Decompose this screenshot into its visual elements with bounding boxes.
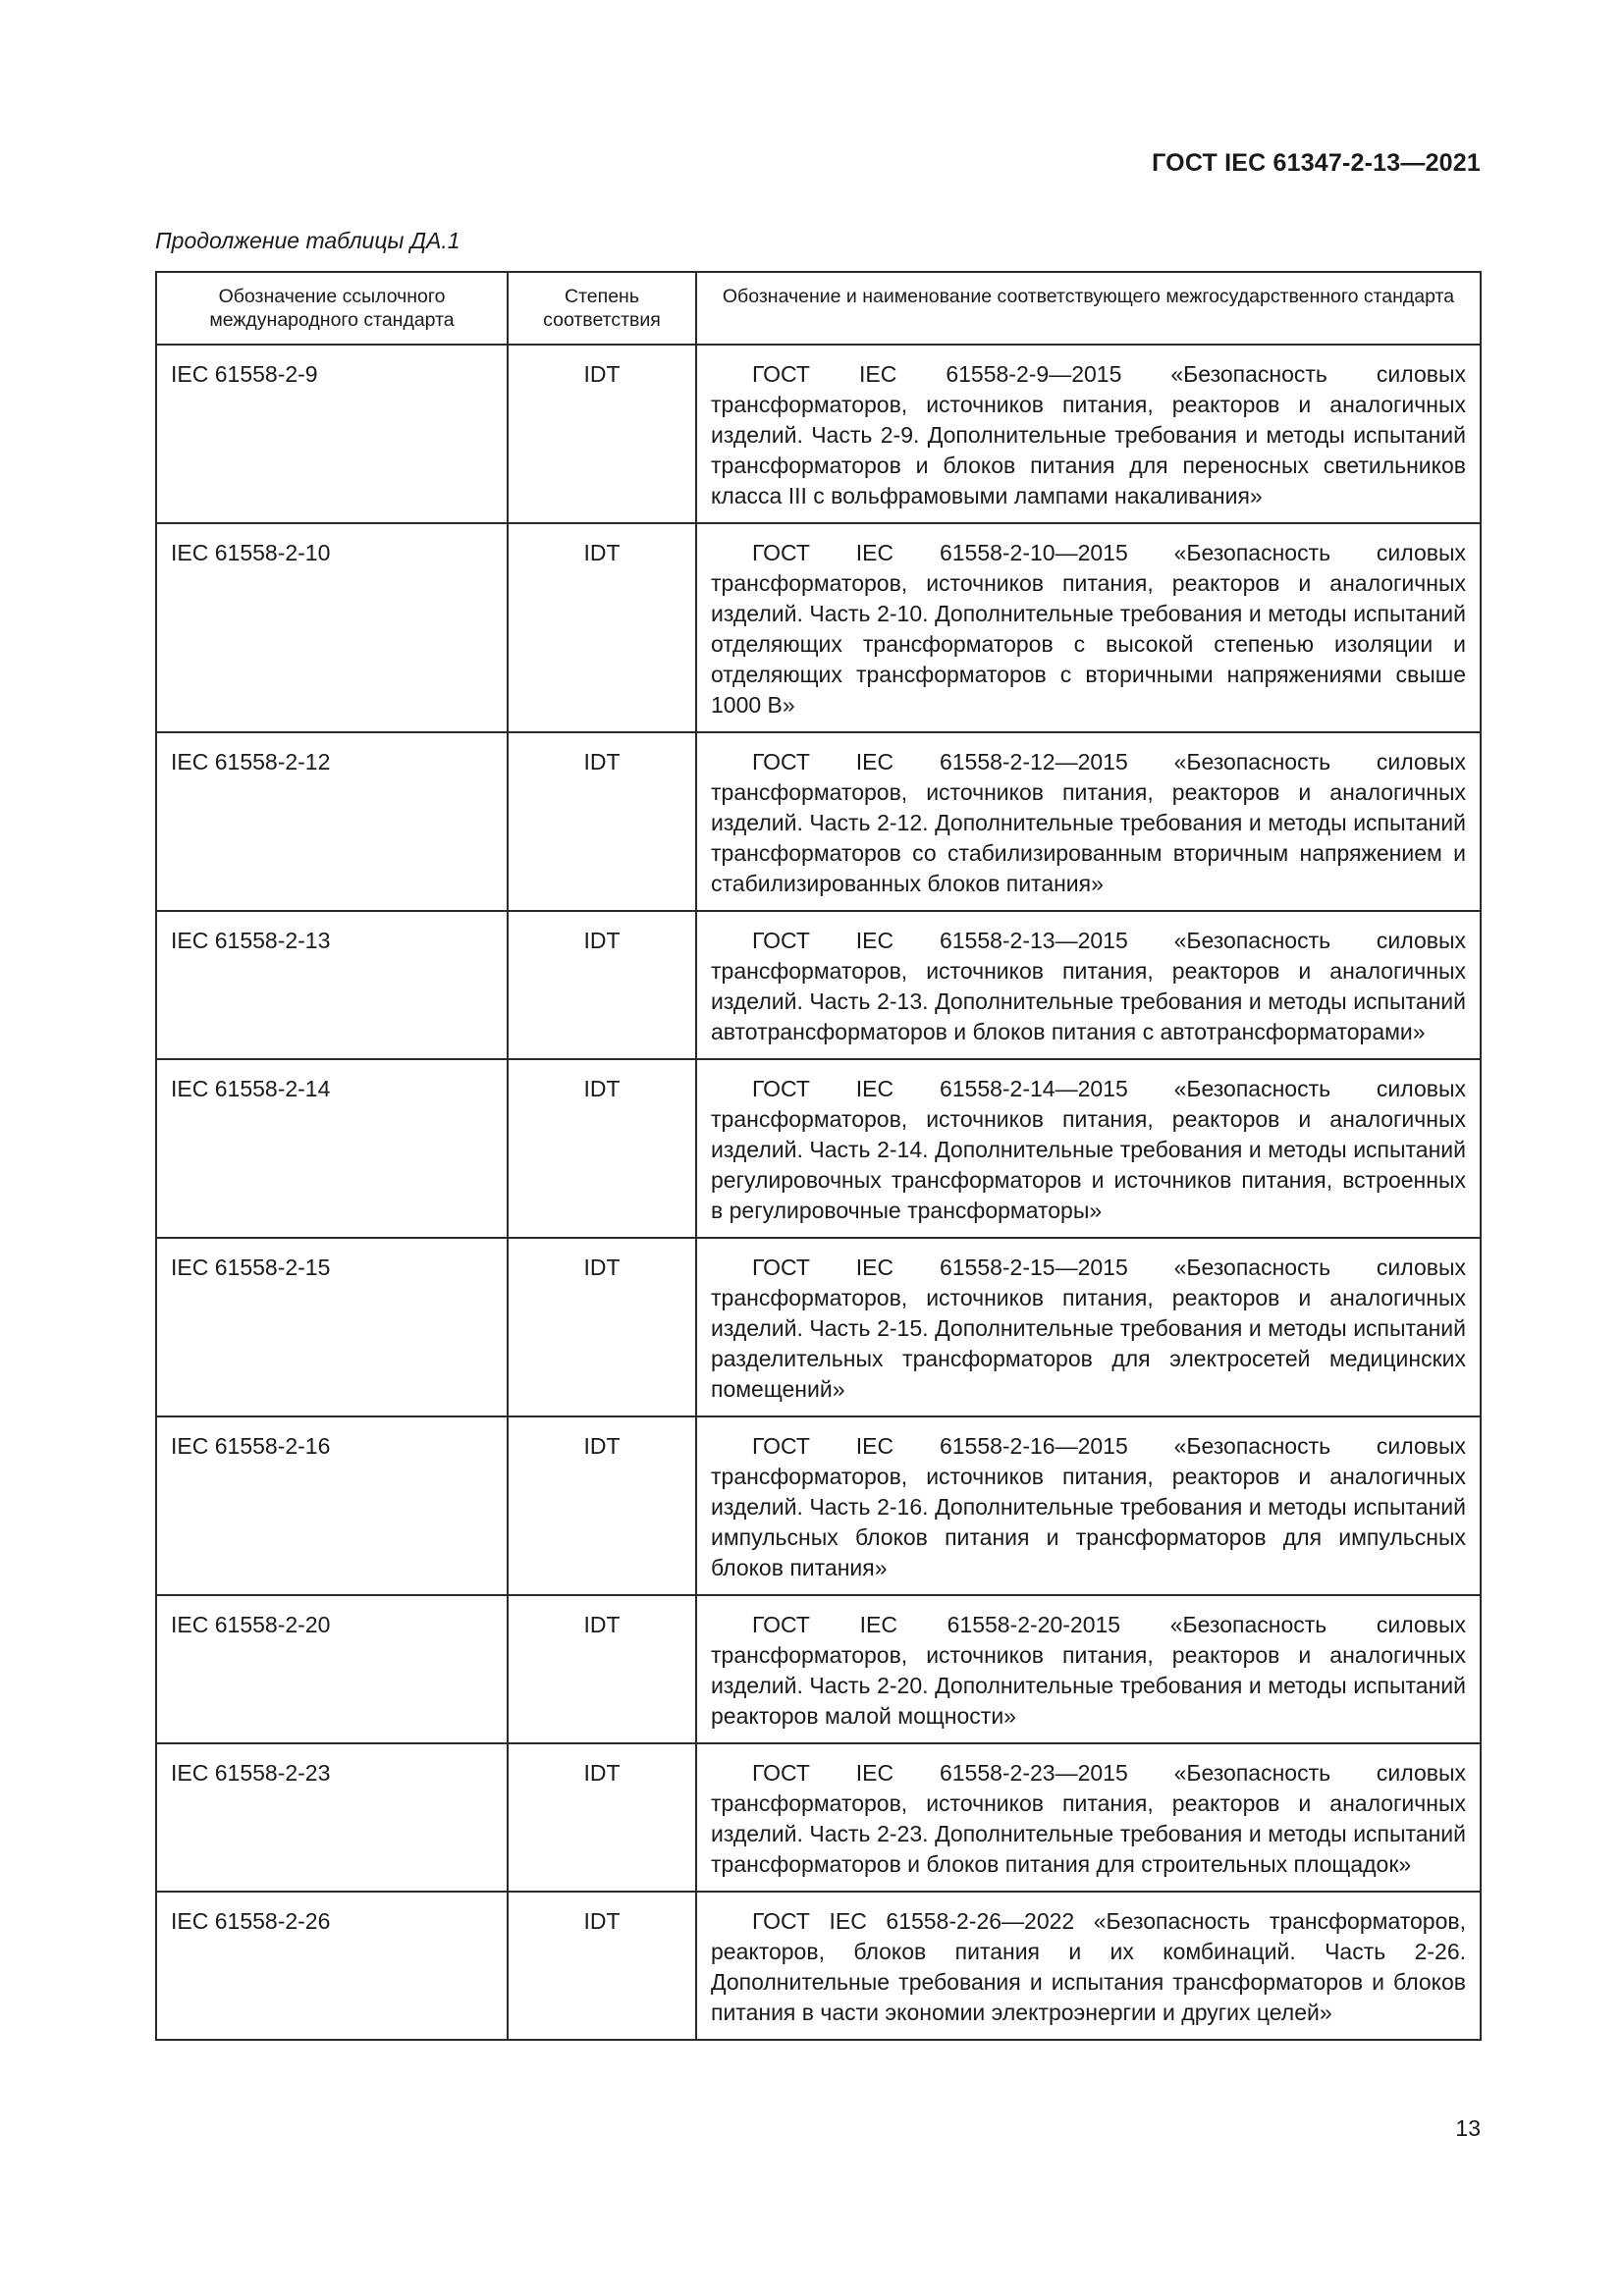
table-row: [156, 1595, 1481, 1743]
reference-standard-cell: IEC 61558-2-20: [156, 1595, 508, 1743]
table-row: [156, 1238, 1481, 1416]
degree-cell: IDT: [508, 1238, 696, 1416]
table-row: [156, 911, 1481, 1059]
national-standard-cell: ГОСТ IEC 61558-2-16—2015 «Безопасность силовых трансформаторов, источников питания, реакторов и аналогичных изделий. Часть 2-16. Дополнительные требования и методы испытаний импульсных блоков питания и трансформаторов для импульсных блоков питания»: [696, 1416, 1481, 1595]
national-standard-cell: ГОСТ IEC 61558-2-12—2015 «Безопасность силовых трансформаторов, источников питания, реакторов и аналогичных изделий. Часть 2-12. Дополнительные требования и методы испытаний трансформаторов со стабилизированным вторичным напряжением и стабилизированных блоков питания»: [696, 732, 1481, 911]
header-reference-standard: Обозначение ссылочного международного стандарта: [156, 272, 508, 345]
reference-standard-cell: IEC 61558-2-23: [156, 1743, 508, 1892]
reference-standard-cell: IEC 61558-2-12: [156, 732, 508, 911]
degree-cell: IDT: [508, 732, 696, 911]
table-row: [156, 1416, 1481, 1595]
standards-table: [155, 271, 1482, 2041]
reference-standard-cell: IEC 61558-2-14: [156, 1059, 508, 1238]
table-row: [156, 732, 1481, 911]
national-standard-cell: ГОСТ IEC 61558-2-20-2015 «Безопасность силовых трансформаторов, источников питания, реакторов и аналогичных изделий. Часть 2-20. Дополнительные требования и методы испытаний реакторов малой мощности»: [696, 1595, 1481, 1743]
reference-standard-cell: IEC 61558-2-9: [156, 345, 508, 523]
page-number: 13: [1455, 2115, 1481, 2141]
table-header-row: [156, 272, 1481, 345]
reference-standard-cell: IEC 61558-2-26: [156, 1892, 508, 2040]
degree-cell: IDT: [508, 523, 696, 732]
degree-cell: IDT: [508, 345, 696, 523]
degree-cell: IDT: [508, 1595, 696, 1743]
reference-standard-cell: IEC 61558-2-10: [156, 523, 508, 732]
table-caption: Продолжение таблицы ДА.1: [155, 228, 460, 253]
degree-cell: IDT: [508, 1059, 696, 1238]
degree-cell: IDT: [508, 911, 696, 1059]
degree-cell: IDT: [508, 1743, 696, 1892]
table-row: [156, 1059, 1481, 1238]
header-national-standard: Обозначение и наименование соответствующего межгосударственного стандарта: [696, 272, 1481, 345]
header-degree-of-correspondence: Степень соответствия: [508, 272, 696, 345]
document-code: ГОСТ IEC 61347-2-13—2021: [1152, 149, 1481, 177]
reference-standard-cell: IEC 61558-2-13: [156, 911, 508, 1059]
national-standard-cell: ГОСТ IEC 61558-2-15—2015 «Безопасность силовых трансформаторов, источников питания, реакторов и аналогичных изделий. Часть 2-15. Дополнительные требования и методы испытаний разделительных трансформаторов для электросетей медицинских помещений»: [696, 1238, 1481, 1416]
reference-standard-cell: IEC 61558-2-16: [156, 1416, 508, 1595]
national-standard-cell: ГОСТ IEC 61558-2-10—2015 «Безопасность силовых трансформаторов, источников питания, реакторов и аналогичных изделий. Часть 2-10. Дополнительные требования и методы испытаний отделяющих трансформаторов с высокой степенью изоляции и отделяющих трансформаторов с вторичными напряжениями свыше 1000 В»: [696, 523, 1481, 732]
table-row: [156, 1892, 1481, 2040]
table-row: [156, 1743, 1481, 1892]
national-standard-cell: ГОСТ IEC 61558-2-9—2015 «Безопасность силовых трансформаторов, источников питания, реакторов и аналогичных изделий. Часть 2-9. Дополнительные требования и методы испытаний трансформаторов и блоков питания для переносных светильников класса III с вольфрамовыми лампами накаливания»: [696, 345, 1481, 523]
degree-cell: IDT: [508, 1416, 696, 1595]
national-standard-cell: ГОСТ IEC 61558-2-14—2015 «Безопасность силовых трансформаторов, источников питания, реакторов и аналогичных изделий. Часть 2-14. Дополнительные требования и методы испытаний регулировочных трансформаторов и источников питания, встроенных в регулировочные трансформаторы»: [696, 1059, 1481, 1238]
national-standard-cell: ГОСТ IEC 61558-2-26—2022 «Безопасность трансформаторов, реакторов, блоков питания и их комбинаций. Часть 2-26. Дополнительные требования и испытания трансформаторов и блоков питания в части экономии электроэнергии и других целей»: [696, 1892, 1481, 2040]
national-standard-cell: ГОСТ IEC 61558-2-23—2015 «Безопасность силовых трансформаторов, источников питания, реакторов и аналогичных изделий. Часть 2-23. Дополнительные требования и методы испытаний трансформаторов и блоков питания для строительных площадок»: [696, 1743, 1481, 1892]
national-standard-cell: ГОСТ IEC 61558-2-13—2015 «Безопасность силовых трансформаторов, источников питания, реакторов и аналогичных изделий. Часть 2-13. Дополнительные требования и методы испытаний автотрансформаторов и блоков питания с автотрансформаторами»: [696, 911, 1481, 1059]
table-row: [156, 345, 1481, 523]
degree-cell: IDT: [508, 1892, 696, 2040]
reference-standard-cell: IEC 61558-2-15: [156, 1238, 508, 1416]
table-row: [156, 523, 1481, 732]
